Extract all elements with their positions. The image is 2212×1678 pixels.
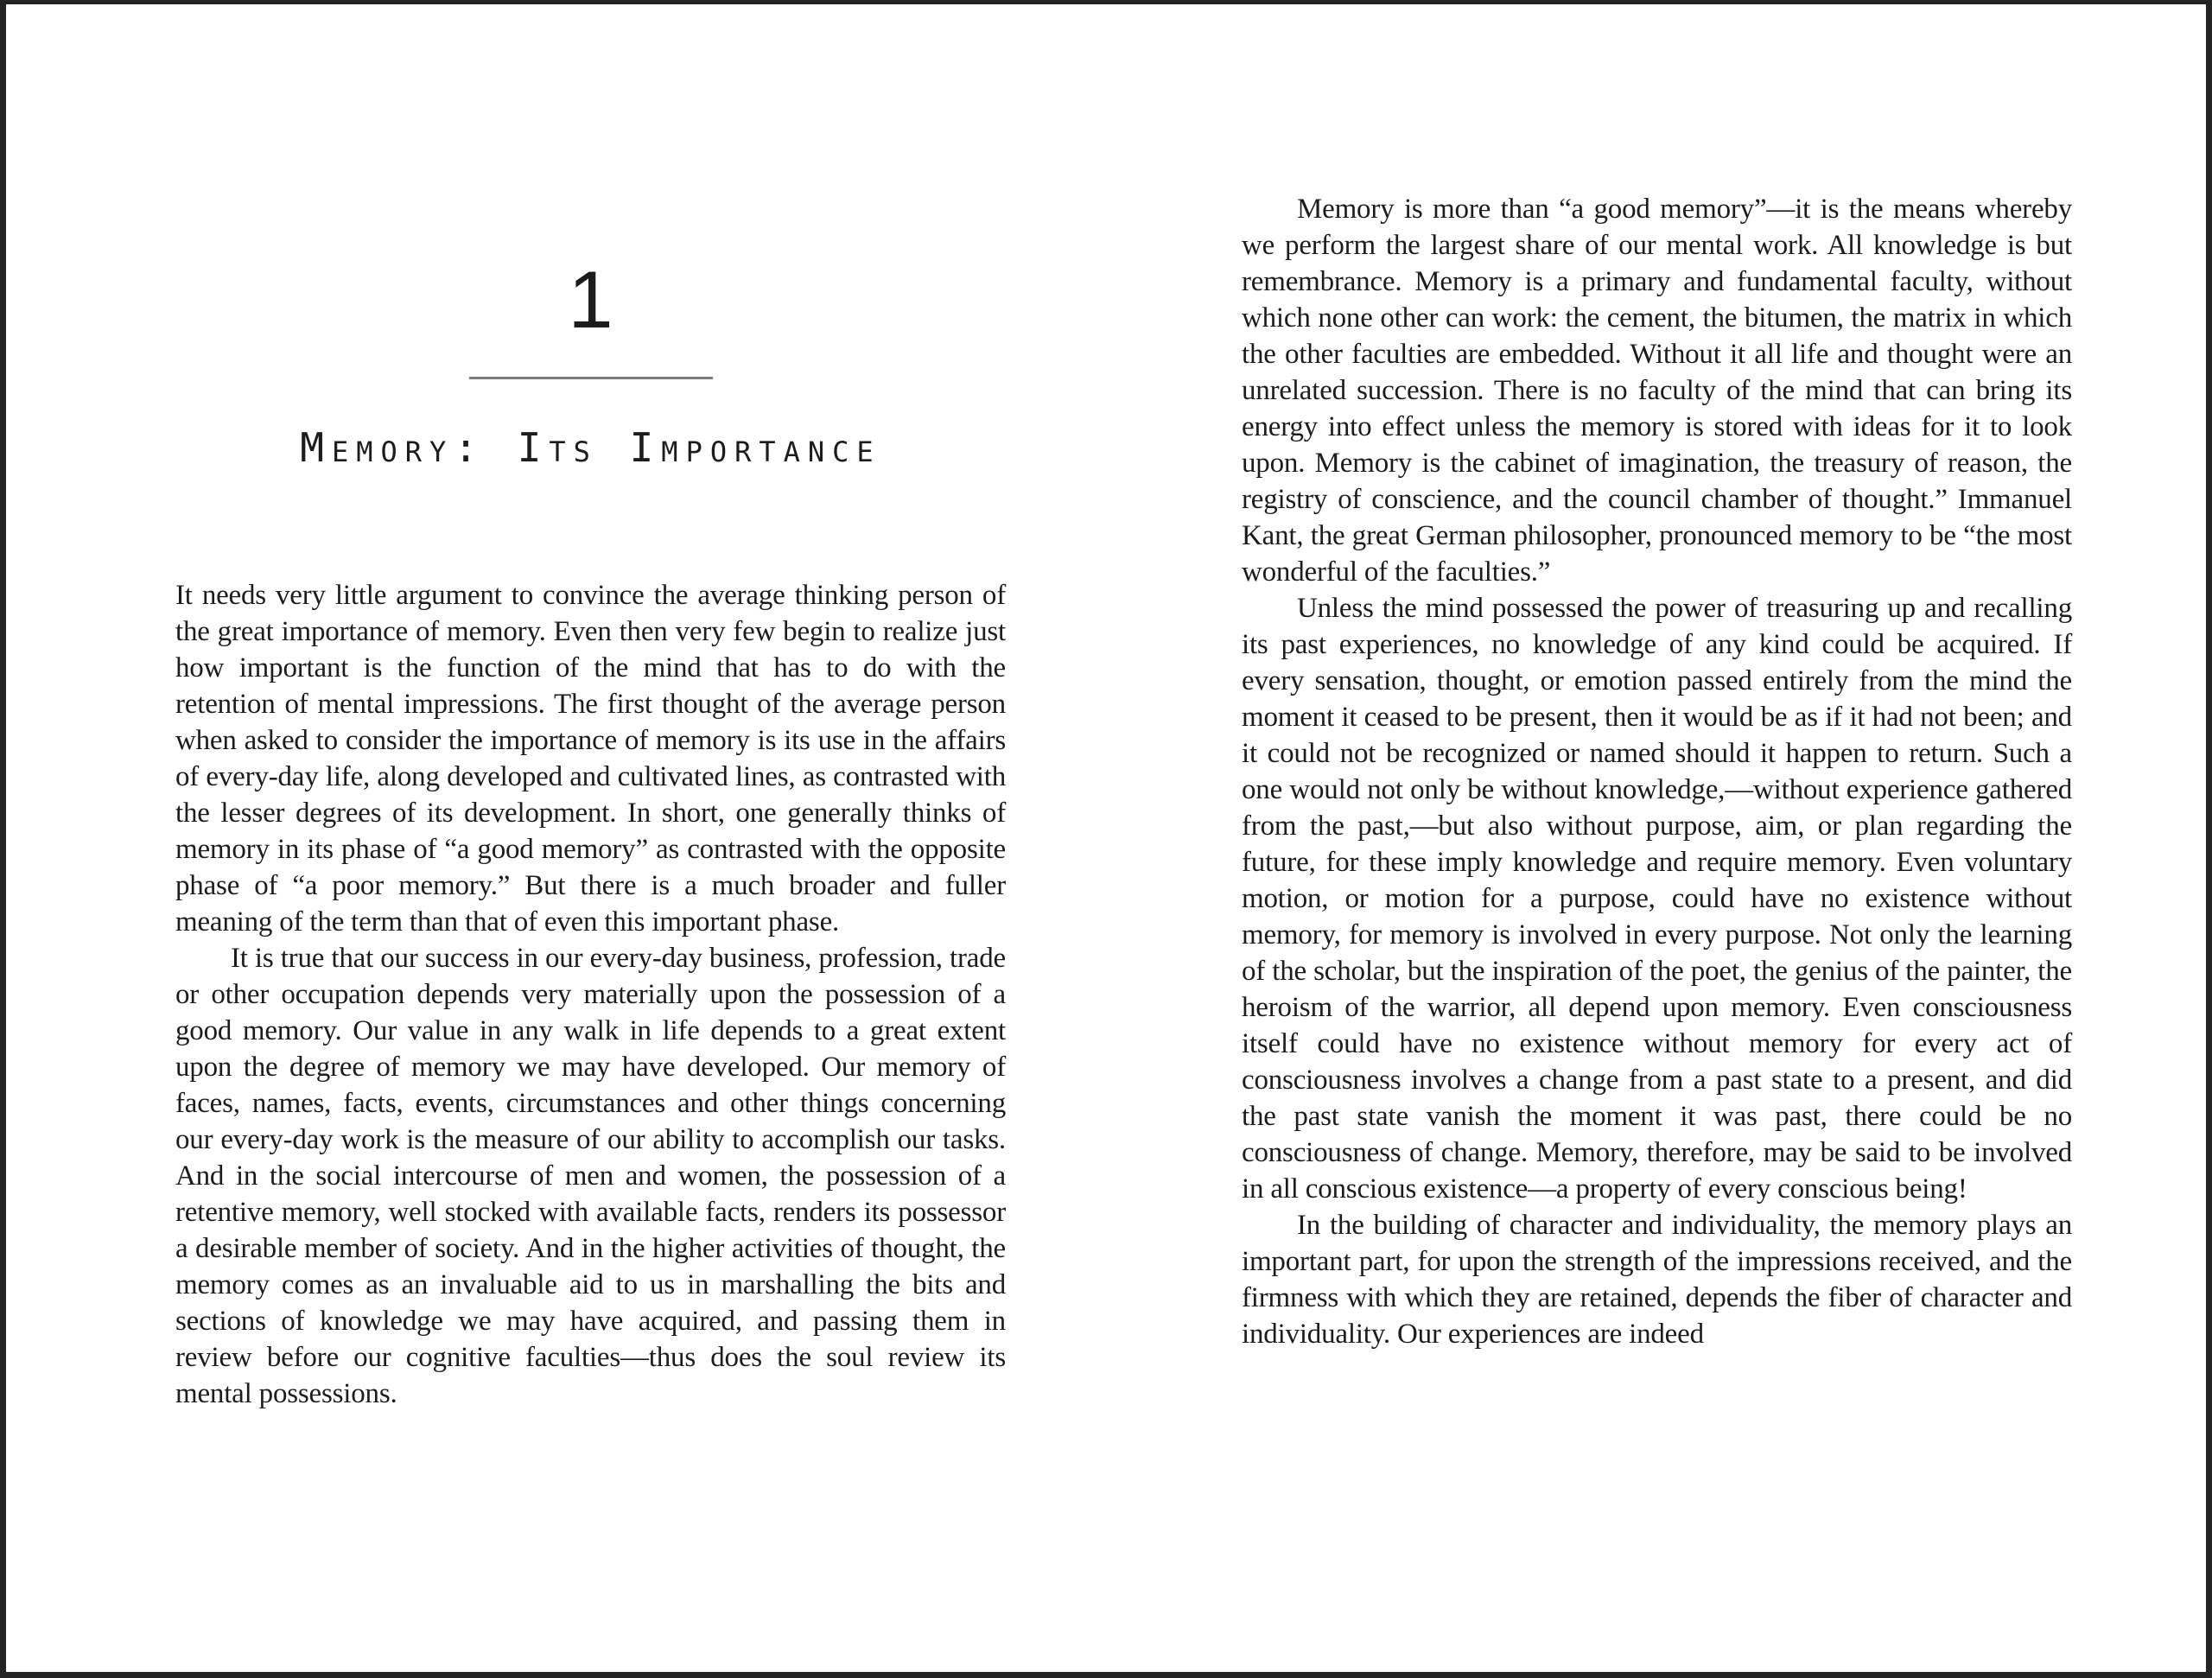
paragraph: Memory is more than “a good memory”—it is the means whereby we perform the largest share of our mental work. All knowledge is but remembrance. Memory is a primary and fundamental faculty, without which none other can work: the cement, the bitumen, the matrix in which the other faculties are embedded. Without it all life and thought were an unrelated succession. There is no faculty of the mind that can bring its energy into effect unless the memory is stored with ideas for it to look upon. Memory is the cabinet of imagination, the treasury of reason, the registry of conscience, and the council chamber of thought.” Immanuel Kant, the great German philosopher, pronounced memory to be “the most wonderful of the faculties.” [1242, 194, 2072, 588]
left-page-text [175, 577, 1006, 1412]
chapter-number: 1 [568, 254, 613, 345]
right-page-text [1242, 191, 2072, 1352]
paragraph: In the building of character and individuality, the memory plays an important part, for upon the strength of the impressions received, and the firmness with which they are retained, depends the fiber of character and individuality. Our experiences are indeed [1242, 1210, 2072, 1350]
paragraph: It needs very little argument to convince the average thinking person of the great importance of memory. Even then very few begin to realize just how important is the function of the mind that has to do with the retention of mental impressions. The first thought of the average person when asked to consider the importance of memory is its use in the affairs of every-day life, along developed and cultivated lines, as contrasted with the lesser degrees of its development. In short, one generally thinks of memory in its phase of “a good memory” as contrasted with the opposite phase of “a poor memory.” But there is a much broader and fuller meaning of the term than that of even this important phase. [175, 580, 1006, 938]
chapter-rule [469, 377, 713, 379]
chapter-title: Memory: Its Importance [300, 424, 881, 471]
page-right [1242, 4, 2072, 1352]
page-left [175, 4, 1006, 1412]
paragraph: It is true that our success in our every-day business, profession, trade or other occupation depends very materially upon the possession of a good memory. Our value in any walk in life depends to a great extent upon the degree of memory we may have developed. Our memory of faces, names, facts, events, circumstances and other things concerning our every-day work is the measure of our ability to accomplish our tasks. And in the social intercourse of men and women, the possession of a retentive memory, well stocked with available facts, renders its possessor a desirable member of society. And in the higher activities of thought, the memory comes as an invaluable aid to us in marshalling the bits and sections of knowledge we may have acquired, and passing them in review before our cognitive faculties—thus does the soul review its mental possessions. [175, 943, 1006, 1409]
paragraph: Unless the mind possessed the power of treasuring up and recalling its past experiences, no knowledge of any kind could be acquired. If every sensation, thought, or emotion passed entirely from the mind the moment it ceased to be present, then it would be as if it had not been; and it could not be recognized or named should it happen to return. Such a one would not only be without knowledge,—without experience gathered from the past,—but also without purpose, aim, or plan regarding the future, for these imply knowledge and require memory. Even voluntary motion, or motion for a purpose, could have no existence without memory, for memory is involved in every purpose. Not only the learning of the scholar, but the inspiration of the poet, the genius of the painter, the heroism of the warrior, all depend upon memory. Even consciousness itself could have no existence without memory for every act of consciousness involves a change from a past state to a present, and did the past state vanish the moment it was past, there could be no consciousness of change. Memory, therefore, may be said to be involved in all conscious existence—a property of every conscious being! [1242, 593, 2072, 1204]
